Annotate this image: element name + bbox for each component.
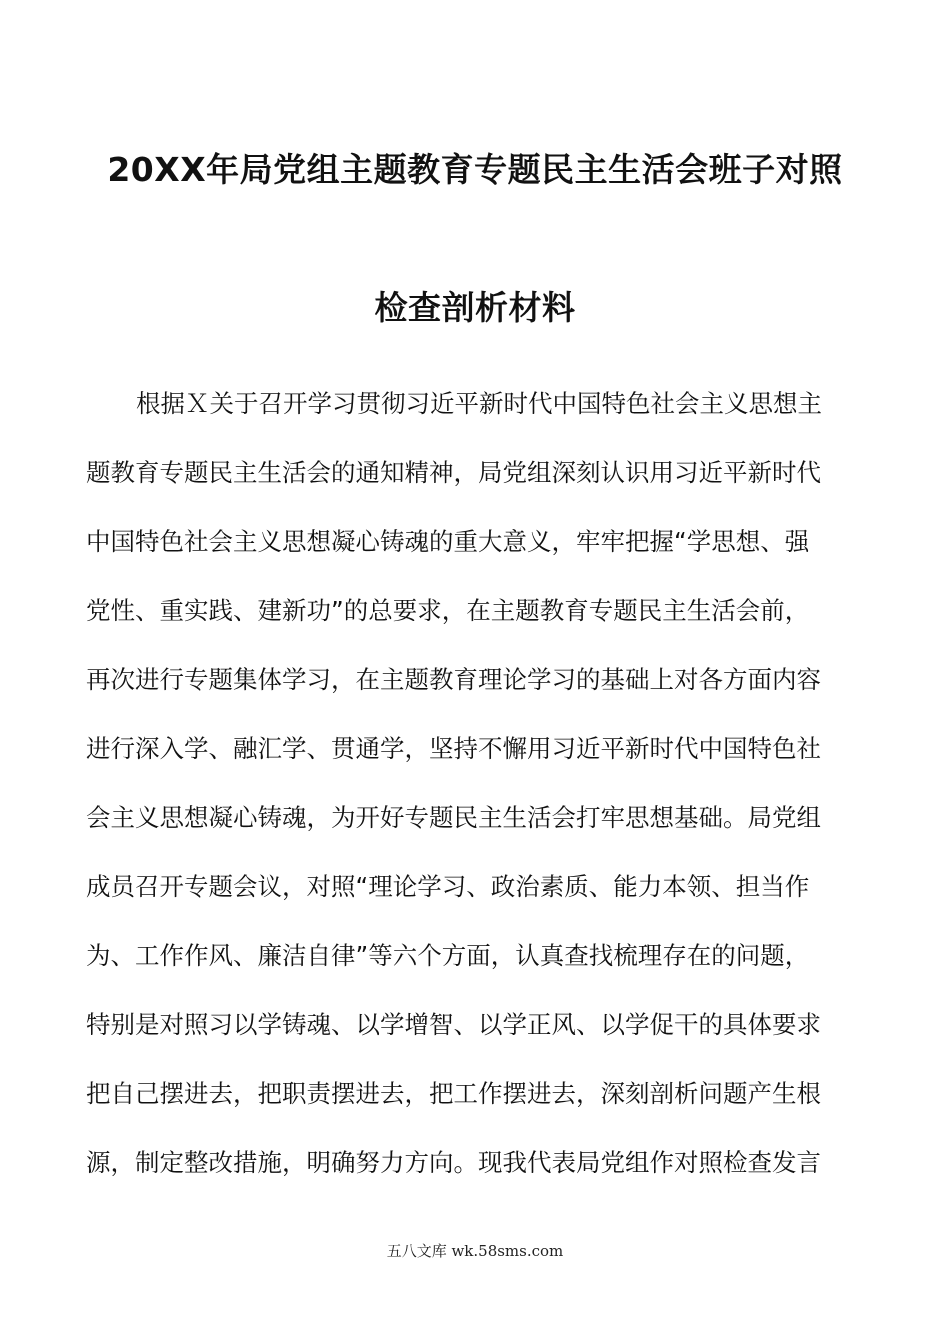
paragraph-line: 再次进行专题集体学习，在主题教育理论学习的基础上对各方面内容 bbox=[86, 665, 821, 694]
paragraph-line: 中国特色社会主义思想凝心铸魂的重大意义，牢牢把握“学思想、强 bbox=[86, 527, 810, 556]
paragraph-line: 把自己摆进去，把职责摆进去，把工作摆进去，深刻剖析问题产生根 bbox=[86, 1079, 821, 1108]
footer-watermark: 五八文库 wk.58sms.com bbox=[386, 1242, 564, 1260]
paragraph-line: 源，制定整改措施，明确努力方向。现我代表局党组作对照检查发言 bbox=[86, 1148, 821, 1177]
paragraph-line: 特别是对照习以学铸魂、以学增智、以学正风、以学促干的具体要求 bbox=[86, 1010, 821, 1039]
paragraph-line: 进行深入学、融汇学、贯通学，坚持不懈用习近平新时代中国特色社 bbox=[86, 734, 821, 763]
paragraph-line: 为、工作作风、廉洁自律”等六个方面，认真查找梳理存在的问题， bbox=[86, 941, 810, 970]
paragraph-line: 会主义思想凝心铸魂，为开好专题民主生活会打牢思想基础。局党组 bbox=[86, 803, 821, 832]
paragraph-line: 根据Ｘ关于召开学习贯彻习近平新时代中国特色社会主义思想主 bbox=[136, 389, 822, 418]
paragraph-line: 成员召开专题会议，对照“理论学习、政治素质、能力本领、担当作 bbox=[86, 872, 810, 901]
paragraph-line: 题教育专题民主生活会的通知精神，局党组深刻认识用习近平新时代 bbox=[86, 458, 821, 487]
title-line-1: 20XX年局党组主题教育专题民主生活会班子对照 bbox=[107, 150, 843, 189]
title-line-2: 检查剖析材料 bbox=[374, 288, 576, 327]
paragraph-line: 党性、重实践、建新功”的总要求，在主题教育专题民主生活会前， bbox=[86, 596, 810, 625]
